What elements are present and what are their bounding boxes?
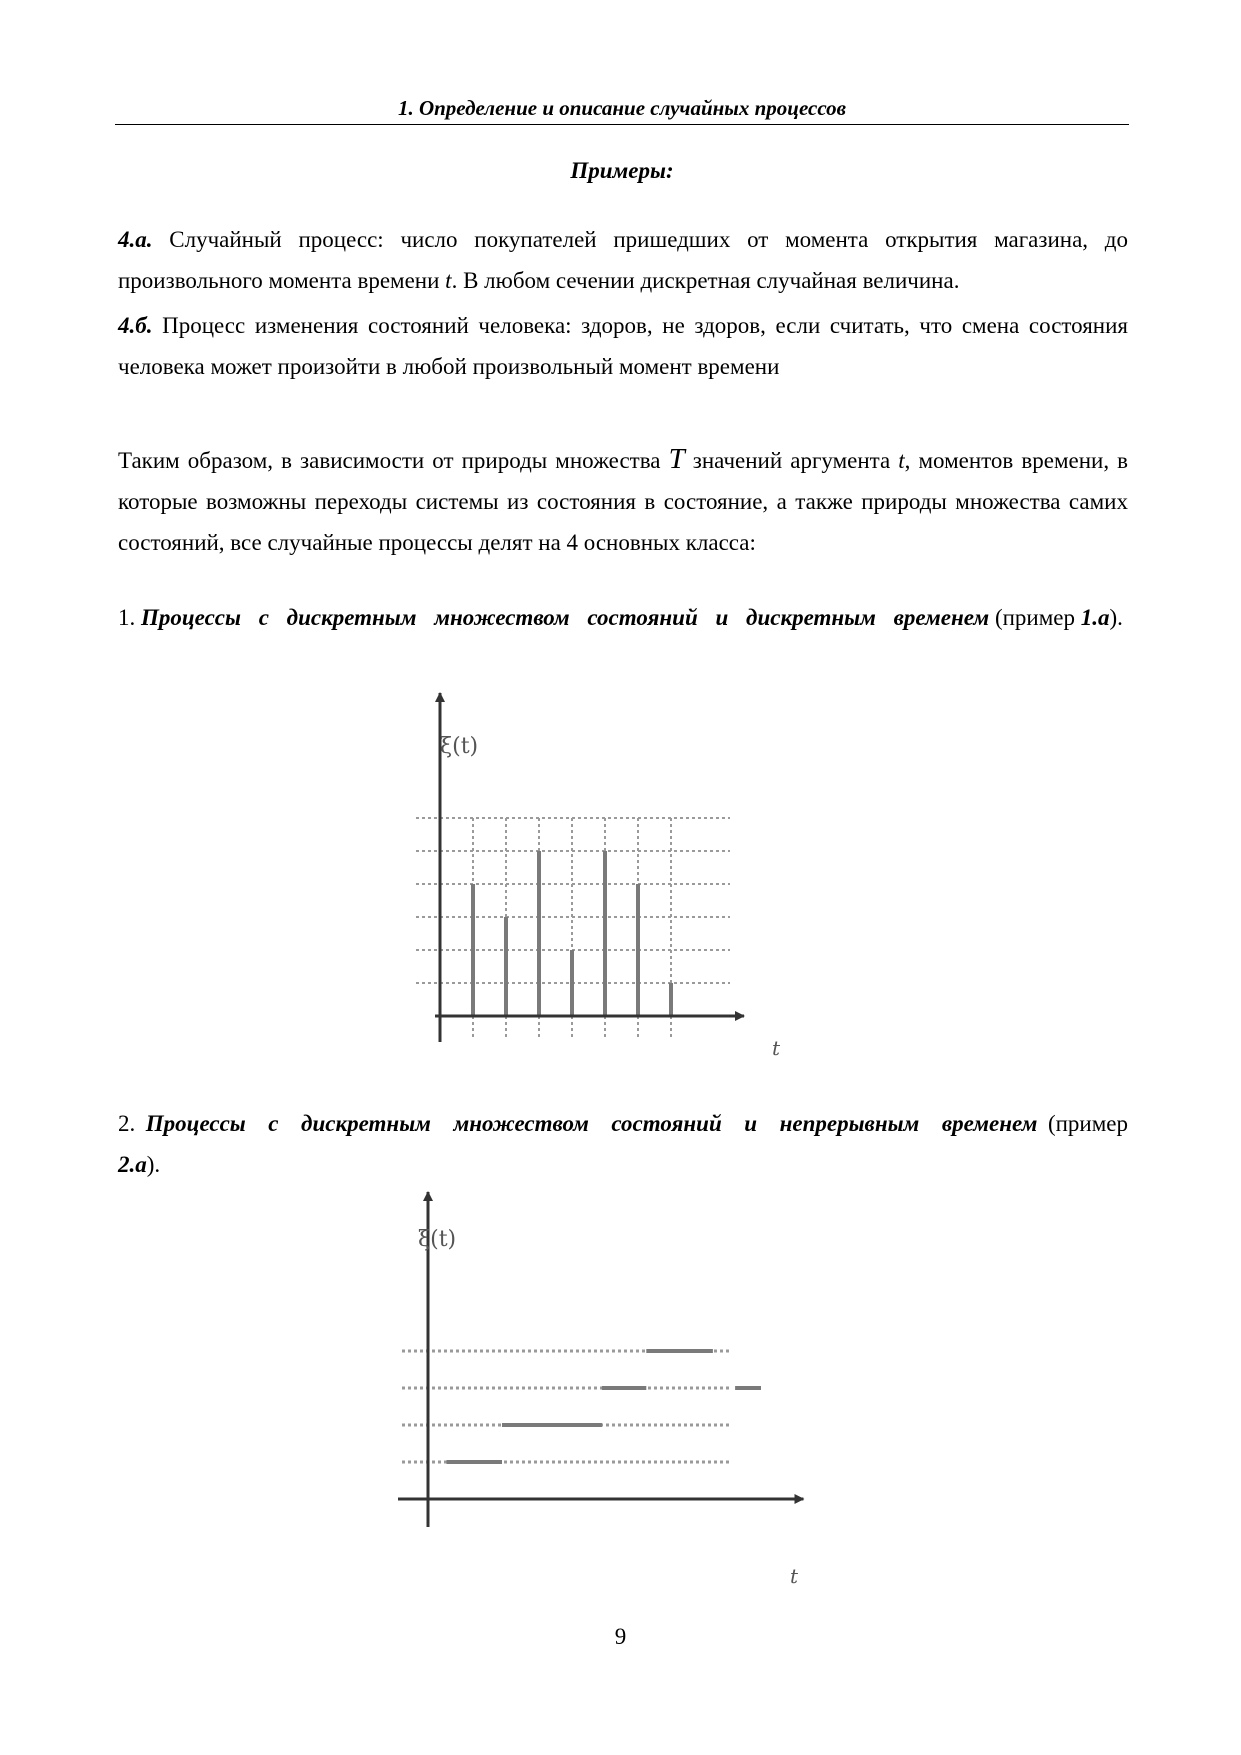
chart-2-x-label: t (790, 1564, 799, 1588)
figure-discrete-time-chart (412, 683, 832, 1088)
variable-T: T (668, 443, 685, 475)
paragraph-text: Таким образом, в зависимости от природы множества (118, 448, 661, 473)
paragraph-text: ). (1109, 605, 1123, 630)
example-label: 4.a. (118, 227, 153, 252)
example-4b-paragraph (118, 305, 1128, 387)
section-title: Примеры: (570, 158, 674, 183)
example-4a-paragraph (118, 219, 1128, 301)
chart-1-y-label: ξ(t) (440, 734, 479, 759)
variable-t: t (898, 448, 905, 473)
paragraph-text: ). (146, 1152, 161, 1177)
paragraph-text: Случайный процесс: число покупателей пришедших от момента открытия магазина, до произвольного момента времени (118, 227, 1129, 293)
class-2-title: Процессы с дискретным множеством состояний и непрерывным временем (145, 1111, 1038, 1136)
example-label: 4.б. (118, 313, 153, 338)
chart-2-grid (402, 1351, 730, 1462)
paragraph-text: (пример (1047, 1111, 1128, 1136)
chart-1-x-label: t (772, 1036, 781, 1060)
class-2-paragraph (118, 1103, 1128, 1185)
class-1-title: Процессы с дискретным множеством состояний и дискретным временем (141, 605, 990, 630)
list-number: 2. (118, 1111, 136, 1136)
example-reference: 1.a (1080, 605, 1110, 630)
figure-continuous-time-chart (380, 1186, 865, 1616)
chart-2-segments (447, 1351, 762, 1462)
header-rule (115, 124, 1129, 125)
variable-t: t (445, 268, 452, 293)
chart-1-svg (412, 683, 832, 1088)
paragraph-text: . В любом сечении дискретная случайная величина. (451, 268, 960, 293)
example-reference: 2.a (118, 1152, 147, 1177)
class-1-paragraph (118, 597, 1128, 638)
classification-paragraph (118, 440, 1128, 563)
running-header: 1. Определение и описание случайных процессов (397, 96, 847, 120)
paragraph-text: значений аргумента (692, 448, 891, 473)
chart-2-y-label: ξ(t) (418, 1227, 457, 1252)
chart-2-svg (380, 1186, 865, 1616)
paragraph-text: , моментов времени, в которые возможны переходы системы из состояния в состояние, а также природы множества самих состояний, все случайные процессы делят на 4 основных класса: (118, 448, 1129, 555)
page-number: 9 (614, 1624, 627, 1649)
paragraph-text: (пример (994, 605, 1075, 630)
paragraph-text: Процесс изменения состояний человека: здоров, не здоров, если считать, что смена состояния человека может произойти в любой произвольный момент времени (118, 313, 1129, 379)
list-number: 1. (118, 605, 136, 630)
